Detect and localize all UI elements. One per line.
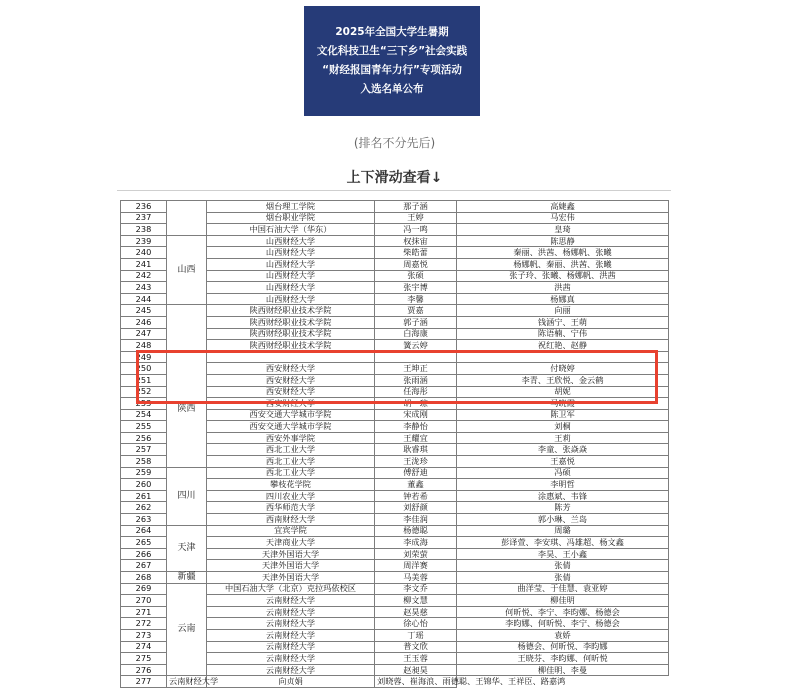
instructor-cell: 秦丽、洪茜、杨娜帆、张曦 [457,247,669,259]
instructor-cell: 陈语楠、宁伟 [457,328,669,340]
instructor-cell: 杨娜帆、秦丽、洪茜、张曦 [457,258,669,270]
row-number: 245 [121,305,167,317]
table-row [121,676,669,688]
instructor-cell: 张子玲、张曦、杨娜帆、洪茜 [457,270,669,282]
selection-list-table[interactable] [120,200,669,688]
province-cell [167,201,207,236]
instructor-cell: 王嘉悦 [457,456,669,468]
instructor-cell: 袁娇 [457,629,669,641]
row-number: 248 [121,340,167,352]
leader-cell: 傅舒迪 [375,467,457,479]
instructor-cell: 陈思静 [457,235,669,247]
leader-cell: 白海康 [375,328,457,340]
table-row [121,305,669,317]
banner-line-3: “财经报国青年力行”专项活动 [322,64,462,76]
row-number: 262 [121,502,167,514]
school-cell: 西安财经大学 [207,374,375,386]
school-cell: 天津外国语大学 [207,560,375,572]
table-row [121,572,669,584]
row-number: 250 [121,363,167,375]
row-number: 261 [121,490,167,502]
school-cell: 云南财经大学 [207,629,375,641]
school-cell: 烟台职业学院 [207,212,375,224]
row-number: 244 [121,293,167,305]
leader-cell: 杨德聪 [375,525,457,537]
school-cell: 云南财经大学 [207,664,375,676]
table-body [121,201,669,688]
instructor-cell: 马晓霞 [457,398,669,410]
instructor-cell: 祝红艳、赵静 [457,340,669,352]
leader-cell: 赵昊慈 [375,606,457,618]
instructor-cell: 李明哲 [457,479,669,491]
row-number: 269 [121,583,167,595]
instructor-cell: 皇琦 [457,224,669,236]
province-cell: 云南 [167,583,207,676]
province-cell: 天津 [167,525,207,571]
school-cell: 中国石油大学（北京）克拉玛依校区 [207,583,375,595]
school-cell: 攀枝花学院 [207,479,375,491]
leader-cell: 簧云婷 [375,340,457,352]
instructor-cell: 彭译萱、李安琪、冯雄超、杨文鑫 [457,537,669,549]
leader-cell: 柴皓蕾 [375,247,457,259]
leader-cell: 那子涵 [375,201,457,213]
school-cell: 天津商业大学 [207,537,375,549]
school-cell: 西南财经大学 [207,514,375,526]
instructor-cell: 李青、王欣悦、金云鹤 [457,374,669,386]
table-row [121,351,669,363]
table-row [121,583,669,595]
instructor-cell: 向丽 [457,305,669,317]
instructor-cell: 刘晓蓉、崔海浪、雨德聪、王锦华、王祥臣、路嘉鸿 [375,676,457,688]
instructor-cell: 郭小琳、兰岛 [457,514,669,526]
school-cell: 山西财经大学 [207,247,375,259]
leader-cell: 王玉蓉 [375,653,457,665]
leader-cell: 钟若希 [375,490,457,502]
banner-line-2: 文化科技卫生“三下乡”社会实践 [316,45,468,57]
instructor-cell: 张倩 [457,560,669,572]
instructor-cell: 柳佳明、李曼 [457,664,669,676]
school-cell: 山西财经大学 [207,270,375,282]
school-cell: 宜宾学院 [207,525,375,537]
announcement-banner [304,6,480,116]
leader-cell: 周洋赛 [375,560,457,572]
school-cell: 陕西财经职业技术学院 [207,328,375,340]
instructor-cell: 涂惠斌、韦锋 [457,490,669,502]
school-cell: 云南财经大学 [207,653,375,665]
leader-cell: 任海彤 [375,386,457,398]
province-cell: 陕西 [167,351,207,467]
school-cell: 云南财经大学 [207,641,375,653]
leader-cell: 冯一鸣 [375,224,457,236]
leader-cell: 刘荣萤 [375,548,457,560]
row-number: 243 [121,282,167,294]
leader-cell: 马美蓉 [375,572,457,584]
instructor-cell: 陈芳 [457,502,669,514]
instructor-cell: 陈卫军 [457,409,669,421]
leader-cell: 李馨 [375,293,457,305]
table-row [121,525,669,537]
school-cell: 西安财经大学 [207,398,375,410]
school-cell: 山西财经大学 [207,293,375,305]
leader-cell: 李成海 [375,537,457,549]
school-cell: 西安财经大学 [207,386,375,398]
banner-line-4: 入选名单公布 [360,83,424,95]
row-number: 263 [121,514,167,526]
school-cell: 西安交通大学城市学院 [207,421,375,433]
school-cell: 西北工业大学 [207,444,375,456]
scroll-hint: 上下滑动查看↓ [346,170,443,186]
instructor-cell [457,351,669,363]
row-number: 276 [121,664,167,676]
school-cell: 陕西财经职业技术学院 [207,316,375,328]
instructor-cell: 钱涵宁、王萌 [457,316,669,328]
row-number: 273 [121,629,167,641]
leader-cell: 权抹宙 [375,235,457,247]
row-number: 252 [121,386,167,398]
province-cell [167,305,207,351]
row-number: 267 [121,560,167,572]
instructor-cell: 周璐 [457,525,669,537]
school-cell: 山西财经大学 [207,235,375,247]
leader-cell: 徐心怡 [375,618,457,630]
school-cell [207,351,375,363]
leader-cell: 向贞娟 [207,676,375,688]
row-number: 237 [121,212,167,224]
row-number: 264 [121,525,167,537]
leader-cell: 宋成刚 [375,409,457,421]
row-number: 266 [121,548,167,560]
row-number: 268 [121,572,167,584]
school-cell: 西安财经大学 [207,363,375,375]
row-number: 240 [121,247,167,259]
instructor-cell: 刘桐 [457,421,669,433]
row-number: 258 [121,456,167,468]
instructor-cell: 付晓婷 [457,363,669,375]
divider [117,190,671,191]
leader-cell: 张宇博 [375,282,457,294]
row-number: 253 [121,398,167,410]
row-number: 259 [121,467,167,479]
leader-cell: 周嘉悦 [375,258,457,270]
instructor-cell: 李昀娜、何昕悦、李宁、杨德会 [457,618,669,630]
school-cell: 西北工业大学 [207,456,375,468]
row-number: 251 [121,374,167,386]
leader-cell: 王泷珍 [375,456,457,468]
row-number: 255 [121,421,167,433]
province-cell: 山西 [167,235,207,305]
instructor-cell: 王晓芬、李昀娜、何昕悦 [457,653,669,665]
row-number: 249 [121,351,167,363]
leader-cell: 赵昶昊 [375,664,457,676]
table-row [121,235,669,247]
row-number: 277 [121,676,167,688]
leader-cell: 普文欣 [375,641,457,653]
instructor-cell: 杨娜真 [457,293,669,305]
row-number: 257 [121,444,167,456]
leader-cell: 李佳润 [375,514,457,526]
instructor-cell: 冯硕 [457,467,669,479]
school-cell: 西安外事学院 [207,432,375,444]
instructor-cell: 洪茜 [457,282,669,294]
school-cell: 天津外国语大学 [207,548,375,560]
leader-cell: 柳文慧 [375,595,457,607]
instructor-cell: 李昊、王小鑫 [457,548,669,560]
leader-cell: 丁瑶 [375,629,457,641]
instructor-cell: 胡妮 [457,386,669,398]
school-cell: 天津外国语大学 [207,572,375,584]
leader-cell: 王耀宜 [375,432,457,444]
instructor-cell: 杨德会、何昕悦、李昀娜 [457,641,669,653]
school-cell: 西华师范大学 [207,502,375,514]
leader-cell: 胡一琼 [375,398,457,410]
instructor-cell: 柳佳明 [457,595,669,607]
row-number: 272 [121,618,167,630]
leader-cell: 王坤正 [375,363,457,375]
row-number: 241 [121,258,167,270]
instructor-cell: 曲洋莹、于佳慧、袁亚婷 [457,583,669,595]
leader-cell: 董鑫 [375,479,457,491]
banner-line-1: 2025年全国大学生暑期 [335,26,449,38]
instructor-cell: 马宏伟 [457,212,669,224]
school-cell: 西安交通大学城市学院 [207,409,375,421]
leader-cell: 耿睿琪 [375,444,457,456]
row-number: 247 [121,328,167,340]
row-number: 270 [121,595,167,607]
leader-cell: 李静怡 [375,421,457,433]
row-number: 254 [121,409,167,421]
school-cell: 中国石油大学（华东） [207,224,375,236]
leader-cell: 王婷 [375,212,457,224]
row-number: 271 [121,606,167,618]
school-cell: 云南财经大学 [207,618,375,630]
province-cell: 四川 [167,467,207,525]
school-cell: 陕西财经职业技术学院 [207,305,375,317]
province-cell: 新疆 [167,572,207,584]
school-cell: 山西财经大学 [207,258,375,270]
school-cell: 云南财经大学 [167,676,207,688]
instructor-cell: 何昕悦、李宁、李昀娜、杨德会 [457,606,669,618]
table-row [121,201,669,213]
school-cell: 山西财经大学 [207,282,375,294]
row-number: 265 [121,537,167,549]
row-number: 242 [121,270,167,282]
instructor-cell: 李童、张焱焱 [457,444,669,456]
leader-cell: 刘舒颜 [375,502,457,514]
leader-cell: 张硕 [375,270,457,282]
row-number: 246 [121,316,167,328]
table-row [121,467,669,479]
row-number: 256 [121,432,167,444]
row-number: 238 [121,224,167,236]
school-cell: 云南财经大学 [207,595,375,607]
row-number: 236 [121,201,167,213]
school-cell: 陕西财经职业技术学院 [207,340,375,352]
row-number: 260 [121,479,167,491]
school-cell: 西北工业大学 [207,467,375,479]
row-number: 275 [121,653,167,665]
school-cell: 四川农业大学 [207,490,375,502]
instructor-cell: 王莉 [457,432,669,444]
leader-cell [375,351,457,363]
row-number: 239 [121,235,167,247]
school-cell: 烟台理工学院 [207,201,375,213]
instructor-cell: 张倩 [457,572,669,584]
leader-cell: 贾嘉 [375,305,457,317]
school-cell: 云南财经大学 [207,606,375,618]
leader-cell: 张雨涵 [375,374,457,386]
row-number: 274 [121,641,167,653]
leader-cell: 李文乔 [375,583,457,595]
instructor-cell: 高婕鑫 [457,201,669,213]
leader-cell: 郭子涵 [375,316,457,328]
ranking-note: (排名不分先后) [353,136,436,150]
